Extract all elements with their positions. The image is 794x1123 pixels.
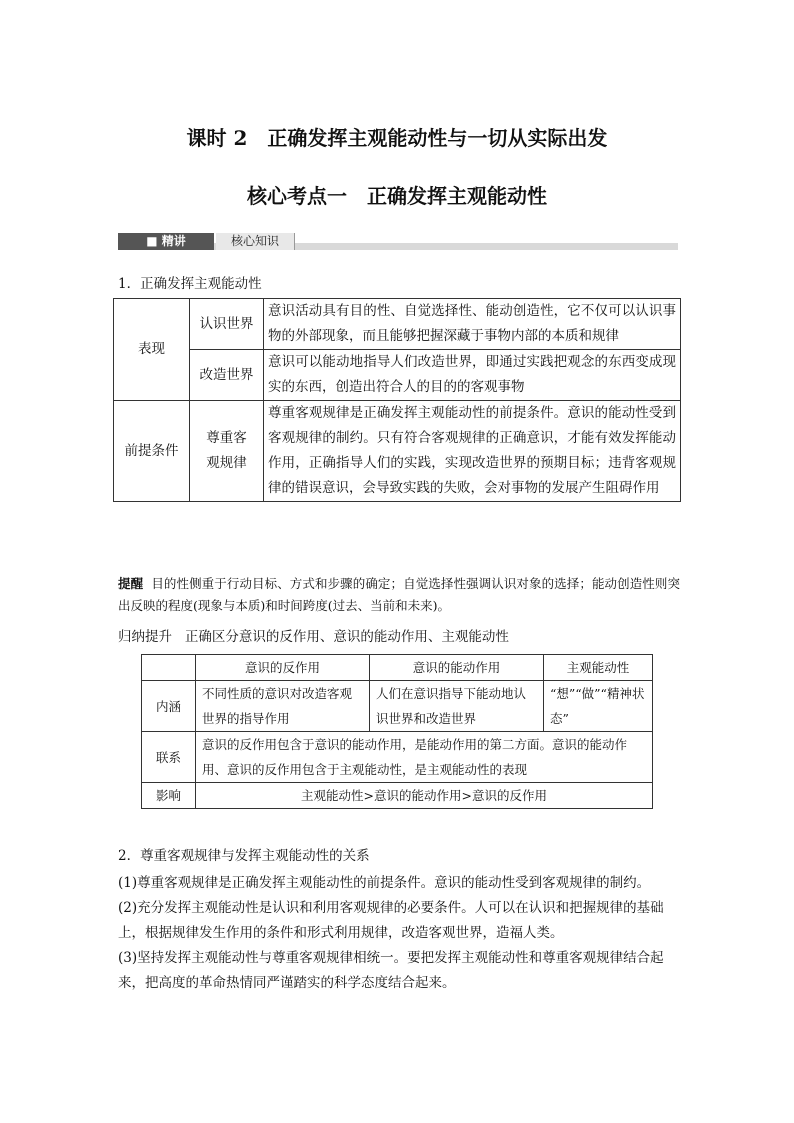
bar-tab-jingjiang: ■ 精讲: [118, 233, 214, 250]
cell-label-know: 认识世界: [190, 299, 264, 350]
tip-text: 目的性侧重于行动目标、方式和步骤的确定；自觉选择性强调认识对象的选择；能动创造性则突出反映的程度(现象与本质)和时间跨度(过去、当前和未来)。: [118, 576, 680, 613]
cell-connotation-initiative: “想”“做”“精神状态”: [544, 681, 653, 732]
table-row: [142, 783, 653, 809]
section2-p1: (1)尊重客观规律是正确发挥主观能动性的前提条件。意识的能动性受到客观规律的制约。: [118, 875, 651, 891]
table-row: [114, 401, 681, 502]
section2-body: [118, 871, 680, 996]
row-label-relation: 联系: [142, 732, 196, 783]
bar-tab-knowledge: 核心知识: [216, 233, 295, 250]
section-title: 核心考点一 正确发挥主观能动性: [247, 184, 547, 208]
table-row: [142, 655, 653, 681]
table-row: [114, 350, 681, 401]
cell-group-premise: 前提条件: [114, 401, 190, 502]
summary-text: 正确区分意识的反作用、意识的能动作用、主观能动性: [184, 629, 509, 645]
table-row: [142, 732, 653, 783]
cell-label-respect: 尊重客观规律: [190, 401, 264, 502]
lesson-title: 课时 2 正确发挥主观能动性与一切从实际出发: [186, 126, 608, 150]
cell-empty: [142, 655, 196, 681]
tip-label: 提醒: [118, 576, 144, 591]
cell-text-transform: 意识可以能动地指导人们改造世界，即通过实践把观念的东西变成现实的东西，创造出符合人的目的的客观事物: [264, 350, 681, 401]
table-expression: [113, 298, 681, 502]
table-comparison: [141, 654, 653, 809]
cell-relation: 意识的反作用包含于意识的能动作用，是能动作用的第二方面。意识的能动作用、意识的反作用包含于主观能动性，是主观能动性的表现: [196, 732, 653, 783]
header-active-role: 意识的能动作用: [370, 655, 544, 681]
cell-label-transform: 改造世界: [190, 350, 264, 401]
table-row: [114, 299, 681, 350]
summary-line: [118, 626, 509, 648]
cell-group-expression: 表现: [114, 299, 190, 401]
tip-paragraph: [118, 573, 680, 617]
section-bar: [118, 233, 678, 253]
cell-connotation-active: 人们在意识指导下能动地认识世界和改造世界: [370, 681, 544, 732]
section2-p2: (2)充分发挥主观能动性是认识和利用客观规律的必要条件。人可以在认识和把握规律的基础上，根据规律发生作用的条件和形式利用规律，改造客观世界，造福人类。: [118, 900, 664, 941]
header-reaction: 意识的反作用: [196, 655, 370, 681]
table-row: [142, 681, 653, 732]
summary-label: 归纳提升: [118, 629, 172, 645]
cell-connotation-reaction: 不同性质的意识对改造客观世界的指导作用: [196, 681, 370, 732]
cell-text-know: 意识活动具有目的性、自觉选择性、能动创造性，它不仅可以认识事物的外部现象，而且能够把握深藏于事物内部的本质和规律: [264, 299, 681, 350]
cell-text-respect: 尊重客观规律是正确发挥主观能动性的前提条件。意识的能动性受到客观规律的制约。只有符合客观规律的正确意识，才能有效发挥能动作用，正确指导人们的实践，实现改造世界的预期目标；违背客观规律的错误意识，会导致实践的失败，会对事物的发展产生阻碍作用: [264, 401, 681, 502]
section2-p3: (3)坚持发挥主观能动性与尊重客观规律相统一。要把发挥主观能动性和尊重客观规律结合起来，把高度的革命热情同严谨踏实的科学态度结合起来。: [118, 950, 664, 991]
row-label-connotation: 内涵: [142, 681, 196, 732]
header-initiative: 主观能动性: [544, 655, 653, 681]
row-label-influence: 影响: [142, 783, 196, 809]
section2-heading: 2．尊重客观规律与发挥主观能动性的关系: [118, 848, 370, 864]
cell-influence: 主观能动性>意识的能动作用>意识的反作用: [196, 783, 653, 809]
section1-heading: 1．正确发挥主观能动性: [118, 276, 262, 292]
